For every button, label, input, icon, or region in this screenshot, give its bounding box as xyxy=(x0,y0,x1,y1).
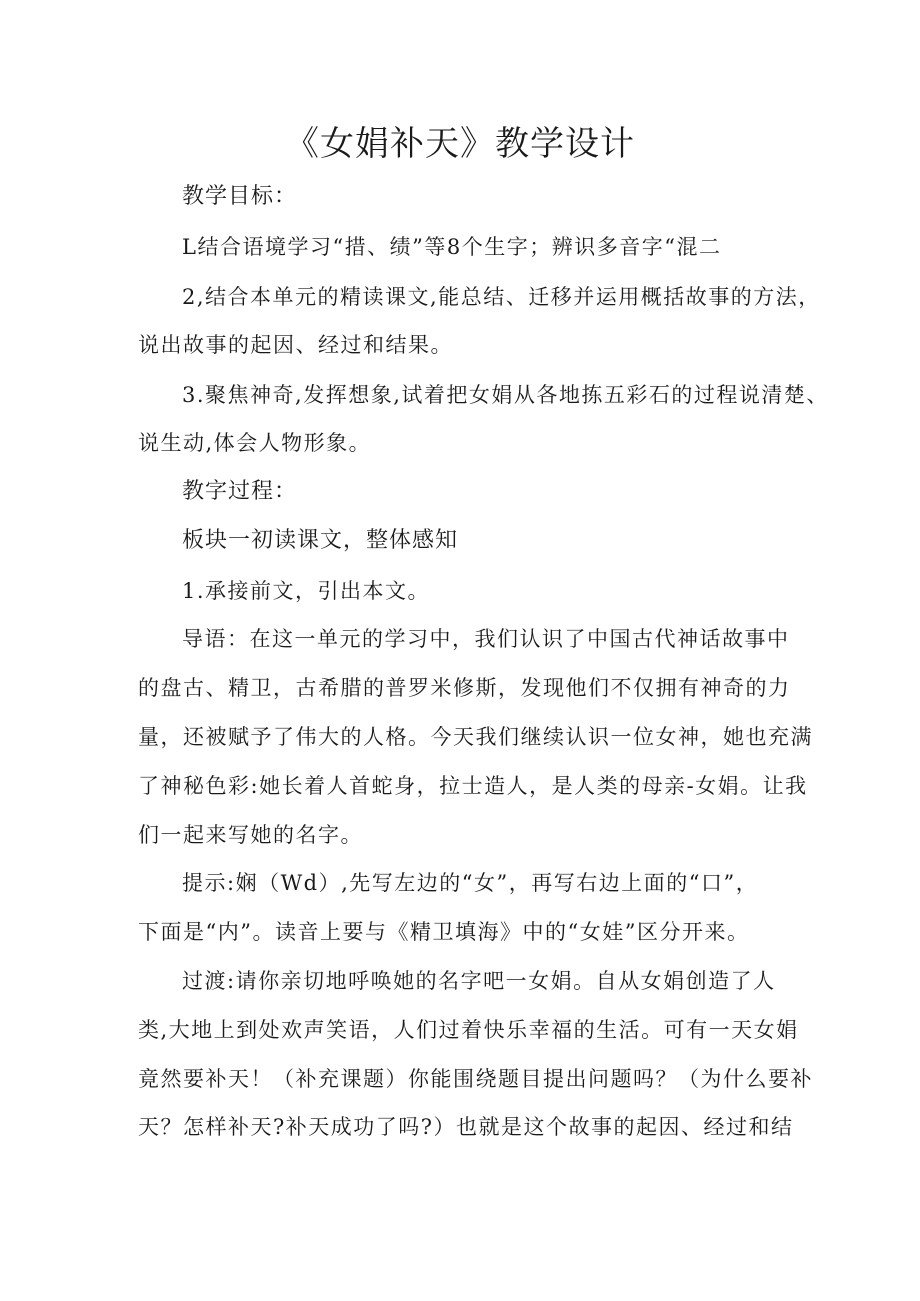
intro-line-1: 导语：在这一单元的学习中，我们认识了中国古代神话故事中 xyxy=(182,627,790,651)
transition-line-2: 类,大地上到处欢声笑语，人们过着快乐幸福的生活。可有一天女娟 xyxy=(138,1018,799,1042)
objective-1: L结合语境学习“措、绩”等8个生字；辨识多音字“混二 xyxy=(182,235,722,259)
document-title: 《女娟补天》教学设计 xyxy=(285,124,635,164)
objective-3-line-1: 3.聚焦神奇,发挥想象,试着把女娟从各地拣五彩石的过程说清楚、 xyxy=(182,383,829,407)
hint-line-2: 下面是“内”。读音上要与《精卫填海》中的“女娃”区分开来。 xyxy=(138,920,750,944)
transition-line-1: 过渡:请你亲切地呼唤她的名字吧一女娟。自从女娟创造了人 xyxy=(182,969,776,993)
objective-3-line-2: 说生动,体会人物形象。 xyxy=(138,431,372,455)
transition-line-3: 竟然要补天！（补充课题）你能围绕题目提出问题吗？（为什么要补 xyxy=(138,1067,813,1091)
objective-2-line-2: 说出故事的起因、经过和结果。 xyxy=(138,333,453,357)
process-heading: 教字过程： xyxy=(182,479,298,504)
objective-2-line-1: 2,结合本单元的精读课文,能总结、迁移并运用概括故事的方法， xyxy=(182,285,821,309)
intro-line-5: 们一起来写她的名字。 xyxy=(138,823,363,847)
hint-line-1: 提示:娴（Wd）,先写左边的“女”，再写右边上面的“口”， xyxy=(182,871,759,895)
step-1: 1.承接前文，引出本文。 xyxy=(182,579,431,603)
intro-line-2: 的盘古、精卫，古希腊的普罗米修斯，发现他们不仅拥有神奇的力 xyxy=(138,676,791,700)
objectives-heading: 教学目标： xyxy=(182,184,298,209)
transition-line-4: 天？怎样补天?补天成功了吗?）也就是这个故事的起因、经过和结 xyxy=(138,1115,794,1139)
intro-line-3: 量，还被赋予了伟大的人格。今天我们继续认识一位女神，她也充满 xyxy=(138,725,813,749)
intro-line-4: 了神秘色彩:她长着人首蛇身，拉士造人，是人类的母亲-女娟。让我 xyxy=(138,774,808,798)
section-1-heading: 板块一初读课文，整体感知 xyxy=(182,528,459,553)
